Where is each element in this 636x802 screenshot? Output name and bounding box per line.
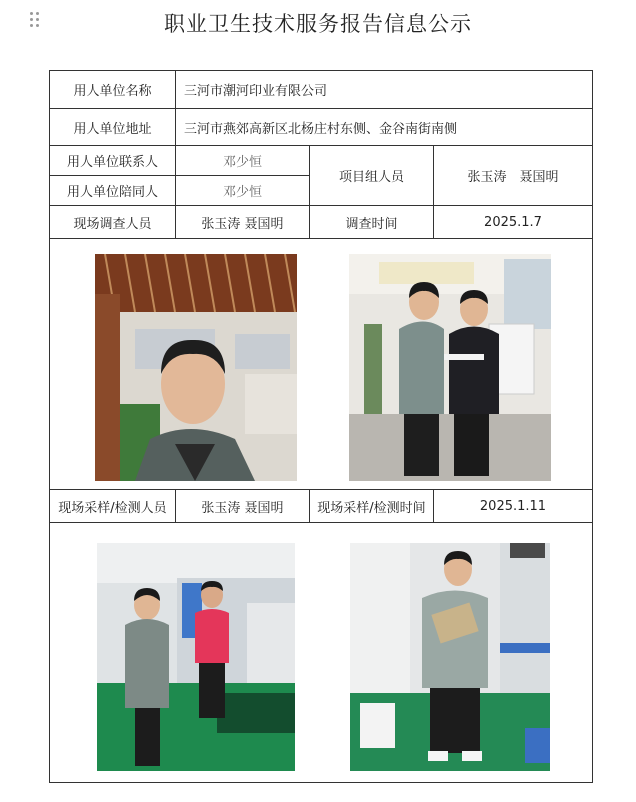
- unit-address-label: 用人单位地址: [50, 109, 176, 146]
- info-table: [49, 70, 593, 783]
- survey-photos: [50, 239, 593, 490]
- unit-name-value: 三河市潮河印业有限公司: [176, 71, 593, 109]
- unit-address-value: 三河市燕郊高新区北杨庄村东侧、金谷南街南侧: [176, 109, 593, 146]
- escort-label: 用人单位陪同人: [50, 176, 176, 206]
- sampling-photo-workshop: [97, 543, 295, 771]
- contact-label: 用人单位联系人: [50, 146, 176, 176]
- sampling-time-value: 2025.1.11: [434, 490, 593, 523]
- page-title: 职业卫生技术服务报告信息公示: [164, 12, 472, 36]
- survey-photo-office: [95, 254, 297, 481]
- sampling-time-label: 现场采样/检测时间: [310, 490, 434, 523]
- escort-value: 邓少恒: [176, 176, 310, 206]
- survey-time-label: 调查时间: [310, 206, 434, 239]
- sampling-staff-value: 张玉涛 聂国明: [176, 490, 310, 523]
- survey-staff-label: 现场调查人员: [50, 206, 176, 239]
- unit-name-label: 用人单位名称: [50, 71, 176, 109]
- sampling-photo-clipboard: [350, 543, 550, 771]
- survey-time-value: 2025.1.7: [434, 206, 593, 239]
- contact-value: 邓少恒: [176, 146, 310, 176]
- team-value: 张玉涛 聂国明: [434, 146, 593, 206]
- survey-staff-value: 张玉涛 聂国明: [176, 206, 310, 239]
- team-label: 项目组人员: [310, 146, 434, 206]
- sampling-photos: [50, 523, 593, 783]
- survey-photo-lobby: [349, 254, 551, 481]
- sampling-staff-label: 现场采样/检测人员: [50, 490, 176, 523]
